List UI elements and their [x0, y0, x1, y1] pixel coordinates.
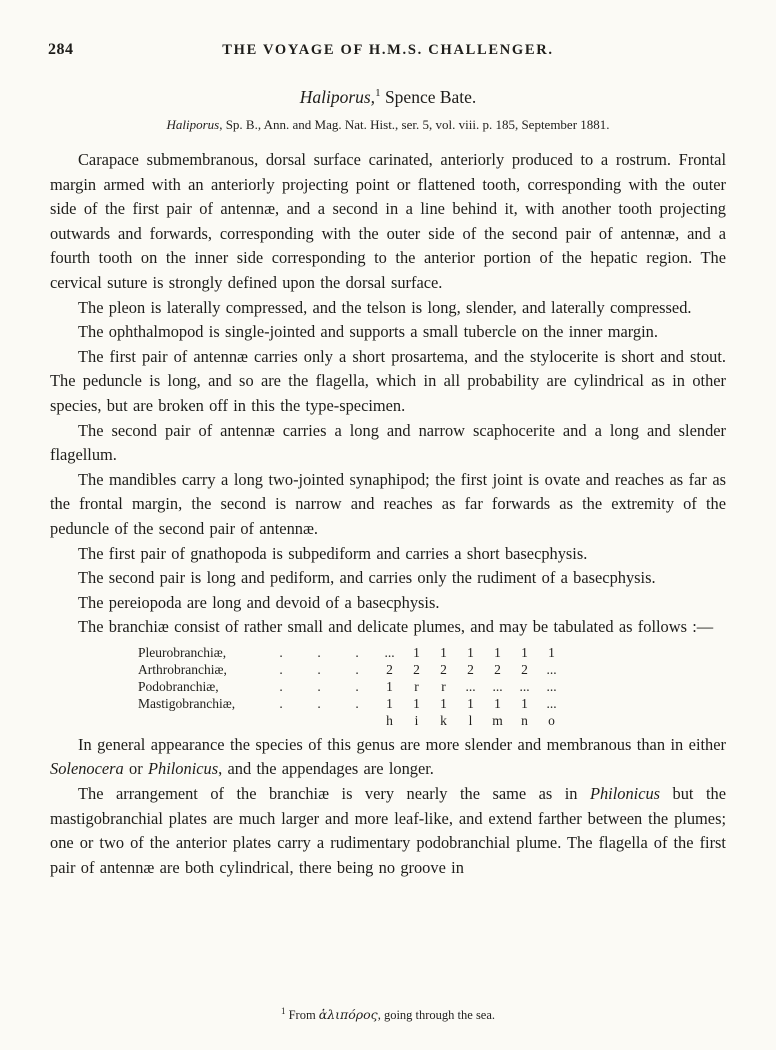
table-cell: 1: [386, 678, 393, 694]
table-cell: 2: [440, 661, 447, 677]
leader-dot: [338, 712, 376, 729]
table-cell: k: [440, 712, 447, 728]
table-cell: 1: [521, 695, 528, 711]
paragraph: Carapace submembranous, dorsal surface carinated, anteriorly produced to a rostrum. Frontal margin armed with an anteriorly projecting point or flattened tooth, corresponding with the outer side of the first pair of antennæ, and a second in a line behind it, with another tooth projecting outwards and forwards, corresponding with the outer side of the second pair of antennæ, and a fourth tooth on the inner side corresponding to the anterior portion of the hepatic region. The cervical suture is strongly defined upon the dorsal surface.: [50, 150, 726, 292]
text-segment: , and the appendages are longer.: [218, 759, 434, 779]
table-cell: ...: [519, 678, 530, 694]
paragraph: The pereiopoda are long and devoid of a basecphysis.: [78, 592, 440, 612]
branchiae-table: [138, 644, 565, 729]
table-cell: 2: [467, 661, 474, 677]
leader-dot: .: [355, 695, 359, 711]
table-cell: 2: [494, 661, 501, 677]
text-segment: or: [123, 759, 148, 779]
table-row: [138, 712, 565, 729]
table-row: [138, 678, 565, 695]
genus-name: Haliporus,: [299, 87, 376, 107]
leader-dot: .: [279, 661, 283, 677]
leader-dot: .: [317, 678, 321, 694]
paragraph: The second pair is long and pediform, and carries only the rudiment of a basecphysis.: [78, 568, 656, 588]
table-cell: 1: [386, 695, 393, 711]
table-cell: 1: [467, 695, 474, 711]
table-row: [138, 695, 565, 712]
genus-name: Solenocera: [50, 759, 124, 779]
text-segment: but the mastigobranchial plates are much larger and more leaf-like, and extend farther between the plumes; one or two of the anterior plates carry a rudimentary podobranchial plume. The flagella of the first pair of antennæ are both cylindrical, there being no groove in: [50, 784, 726, 877]
footnote-reference: 1: [280, 1006, 286, 1016]
citation-text: , Sp. B., Ann. and Mag. Nat. Hist., ser. 5, vol. viii. p. 185, September 1881.: [219, 117, 610, 132]
table-cell: r: [441, 678, 446, 694]
body-text: [50, 148, 726, 880]
genus-name: Philonicus: [147, 759, 219, 779]
table-cell: 1: [521, 644, 528, 660]
table-cell: 1: [413, 644, 420, 660]
leader-dot: .: [355, 678, 359, 694]
table-row: [138, 661, 565, 678]
table-cell: 1: [413, 695, 420, 711]
paragraph: The ophthalmopod is single-jointed and supports a small tubercle on the inner margin.: [78, 322, 658, 342]
leader-dot: .: [317, 644, 321, 660]
table-cell: m: [492, 712, 503, 728]
leader-dot: .: [279, 644, 283, 660]
paragraph: The first pair of gnathopoda is subpediform and carries a short basecphysis.: [78, 543, 588, 563]
table-cell: i: [414, 712, 419, 728]
page-number: 284: [48, 41, 74, 58]
table-row: [138, 644, 565, 661]
text-segment: , going through the sea.: [377, 1008, 496, 1023]
table-cell: 1: [494, 695, 501, 711]
leader-dot: [300, 712, 338, 729]
table-cell: ...: [492, 678, 503, 694]
table-cell: n: [521, 712, 528, 728]
table-cell: ...: [465, 678, 476, 694]
table-cell: 1: [494, 644, 501, 660]
page-content: [50, 40, 726, 880]
table-cell: ...: [546, 661, 557, 677]
citation: [50, 117, 726, 133]
table-cell: l: [468, 712, 473, 728]
section-title: [50, 87, 726, 108]
table-cell: 2: [413, 661, 420, 677]
row-label: Podobranchiæ,: [138, 678, 219, 694]
leader-dot: .: [279, 678, 283, 694]
paragraph: [50, 733, 726, 782]
row-label: Pleurobranchiæ,: [138, 644, 227, 660]
row-label: Arthrobranchiæ,: [138, 661, 227, 677]
paragraph: The mandibles carry a long two-jointed synaphipod; the first joint is ovate and reaches as far as the frontal margin, the second is narrow and reaches as far forwards as the extremity of the peduncle of the second pair of antennæ.: [50, 469, 726, 538]
table-cell: 1: [467, 644, 474, 660]
greek-word: ἁλιπόρος: [318, 1007, 378, 1023]
table-cell: ...: [546, 678, 557, 694]
table-cell: h: [386, 712, 393, 728]
genus-name: Philonicus: [589, 784, 661, 804]
row-label: [138, 712, 262, 729]
leader-dot: .: [317, 661, 321, 677]
row-label: Mastigobranchiæ,: [138, 695, 236, 711]
leader-dot: .: [279, 695, 283, 711]
leader-dot: [262, 712, 300, 729]
page-header: [50, 40, 726, 62]
leader-dot: .: [355, 644, 359, 660]
paragraph: The pleon is laterally compressed, and the telson is long, slender, and laterally compressed.: [78, 297, 692, 317]
text-segment: From: [285, 1008, 319, 1023]
paragraph: [50, 782, 726, 880]
leader-dot: .: [317, 695, 321, 711]
footnote: [0, 1006, 776, 1023]
genus-name: Haliporus: [166, 117, 220, 132]
table-cell: o: [548, 712, 555, 728]
table-cell: 2: [521, 661, 528, 677]
table-cell: 1: [440, 695, 447, 711]
footnote-reference: 1: [375, 87, 381, 100]
paragraph: The first pair of antennæ carries only a short prosartema, and the stylocerite is short and stout. The peduncle is long, and so are the flagella, which in all probability are cylindrical as in other species, but are broken off in this the type-specimen.: [50, 346, 726, 415]
author-name: Spence Bate.: [380, 87, 477, 107]
leader-dot: .: [355, 661, 359, 677]
table-cell: 1: [440, 644, 447, 660]
table-cell: r: [414, 678, 419, 694]
table-cell: 1: [548, 644, 555, 660]
text-segment: In general appearance the species of this genus are more slender and membranous than in either: [78, 734, 726, 754]
table-cell: 2: [386, 661, 393, 677]
paragraph: The second pair of antennæ carries a long and narrow scaphocerite and a long and slender flagellum.: [50, 420, 726, 465]
paragraph: The branchiæ consist of rather small and delicate plumes, and may be tabulated as follows :—: [78, 617, 714, 637]
text-segment: The arrangement of the branchiæ is very nearly the same as in: [78, 784, 590, 804]
table-cell: ...: [546, 695, 557, 711]
running-title: THE VOYAGE OF H.M.S. CHALLENGER.: [222, 42, 554, 58]
table-cell: ...: [384, 644, 395, 660]
